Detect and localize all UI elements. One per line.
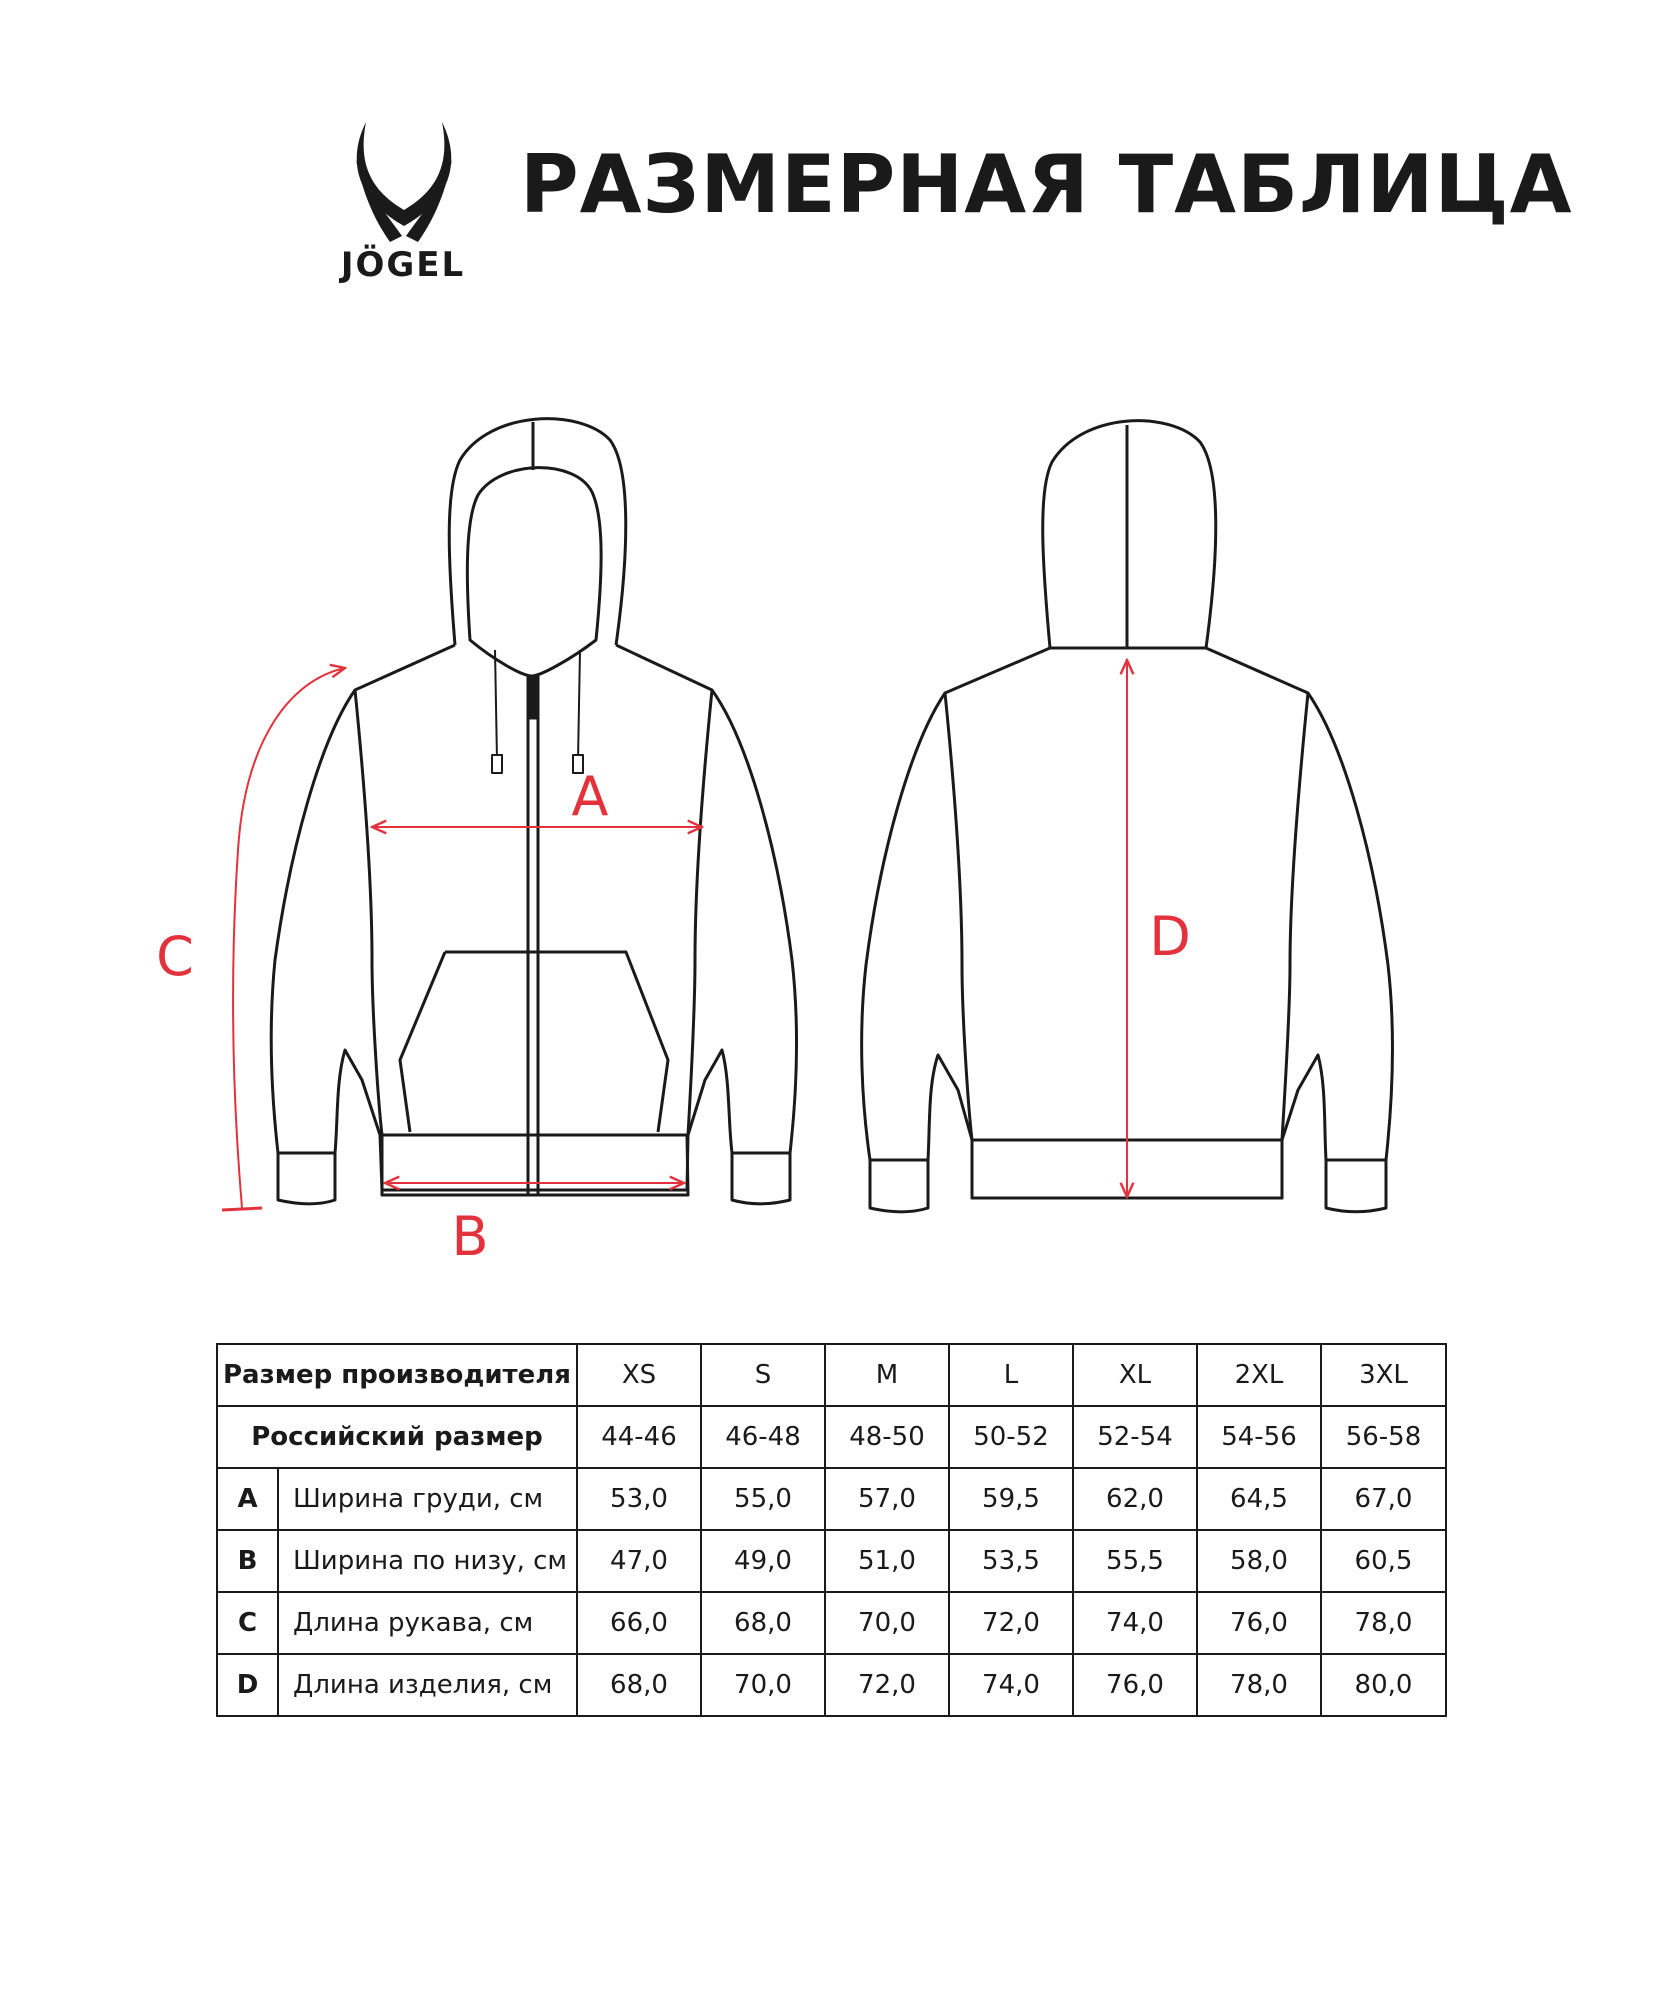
zipper-pull <box>528 678 538 718</box>
front-hood-inner <box>467 468 601 676</box>
value-cell: 57,0 <box>825 1468 949 1530</box>
size-cell: XS <box>577 1344 701 1406</box>
row-label: Длина рукава, см <box>278 1592 577 1654</box>
measure-label-a: A <box>571 765 609 828</box>
table-row-b <box>217 1530 1446 1592</box>
value-cell: 72,0 <box>949 1592 1073 1654</box>
page-title: РАЗМЕРНАЯ ТАБЛИЦА <box>520 138 1573 231</box>
value-cell: 80,0 <box>1321 1654 1446 1716</box>
value-cell: 55,5 <box>1073 1530 1197 1592</box>
russian-size-cell: 44-46 <box>577 1406 701 1468</box>
russian-size-cell: 56-58 <box>1321 1406 1446 1468</box>
size-cell: L <box>949 1344 1073 1406</box>
value-cell: 74,0 <box>1073 1592 1197 1654</box>
value-cell: 67,0 <box>1321 1468 1446 1530</box>
row-label: Ширина по низу, см <box>278 1530 577 1592</box>
row-code: C <box>217 1592 278 1654</box>
row-code: A <box>217 1468 278 1530</box>
russian-size-cell: 48-50 <box>825 1406 949 1468</box>
value-cell: 53,5 <box>949 1530 1073 1592</box>
russian-size-cell: 54-56 <box>1197 1406 1321 1468</box>
size-cell: S <box>701 1344 825 1406</box>
table-row-russian <box>217 1406 1446 1468</box>
value-cell: 59,5 <box>949 1468 1073 1530</box>
value-cell: 60,5 <box>1321 1530 1446 1592</box>
value-cell: 70,0 <box>701 1654 825 1716</box>
brand-wordmark: JÖGEL <box>340 245 466 283</box>
table-row-a <box>217 1468 1446 1530</box>
russian-size-label: Российский размер <box>217 1406 577 1468</box>
row-label: Длина изделия, см <box>278 1654 577 1716</box>
front-cuff-right <box>732 1153 790 1204</box>
front-measurements <box>222 668 702 1210</box>
front-cuff-left <box>278 1153 335 1204</box>
row-label: Ширина груди, см <box>278 1468 577 1530</box>
measure-label-b: B <box>451 1205 489 1268</box>
back-hood <box>1043 421 1216 648</box>
front-waistband <box>382 1135 688 1195</box>
back-cuff-left <box>870 1160 928 1212</box>
drawcord-left <box>495 650 497 760</box>
table-row-manufacturer <box>217 1344 1446 1406</box>
size-cell: XL <box>1073 1344 1197 1406</box>
front-pocket <box>400 952 668 1132</box>
measure-label-c: C <box>156 925 194 988</box>
manufacturer-size-label: Размер производителя <box>217 1344 577 1406</box>
front-body <box>271 645 796 1190</box>
value-cell: 70,0 <box>825 1592 949 1654</box>
value-cell: 78,0 <box>1197 1654 1321 1716</box>
table-row-c <box>217 1592 1446 1654</box>
value-cell: 53,0 <box>577 1468 701 1530</box>
value-cell: 66,0 <box>577 1592 701 1654</box>
value-cell: 49,0 <box>701 1530 825 1592</box>
value-cell: 78,0 <box>1321 1592 1446 1654</box>
value-cell: 72,0 <box>825 1654 949 1716</box>
table-row-d <box>217 1654 1446 1716</box>
size-table <box>216 1343 1447 1717</box>
value-cell: 55,0 <box>701 1468 825 1530</box>
russian-size-cell: 50-52 <box>949 1406 1073 1468</box>
drawcord-right <box>578 650 580 760</box>
value-cell: 62,0 <box>1073 1468 1197 1530</box>
value-cell: 76,0 <box>1073 1654 1197 1716</box>
value-cell: 68,0 <box>701 1592 825 1654</box>
value-cell: 68,0 <box>577 1654 701 1716</box>
size-cell: M <box>825 1344 949 1406</box>
value-cell: 74,0 <box>949 1654 1073 1716</box>
value-cell: 64,5 <box>1197 1468 1321 1530</box>
value-cell: 76,0 <box>1197 1592 1321 1654</box>
measure-label-d: D <box>1149 905 1191 968</box>
row-code: D <box>217 1654 278 1716</box>
russian-size-cell: 46-48 <box>701 1406 825 1468</box>
row-code: B <box>217 1530 278 1592</box>
value-cell: 51,0 <box>825 1530 949 1592</box>
value-cell: 58,0 <box>1197 1530 1321 1592</box>
size-cell: 3XL <box>1321 1344 1446 1406</box>
size-cell: 2XL <box>1197 1344 1321 1406</box>
front-view <box>271 419 796 1204</box>
measure-line-c <box>233 668 345 1208</box>
russian-size-cell: 52-54 <box>1073 1406 1197 1468</box>
value-cell: 47,0 <box>577 1530 701 1592</box>
back-cuff-right <box>1326 1160 1386 1212</box>
